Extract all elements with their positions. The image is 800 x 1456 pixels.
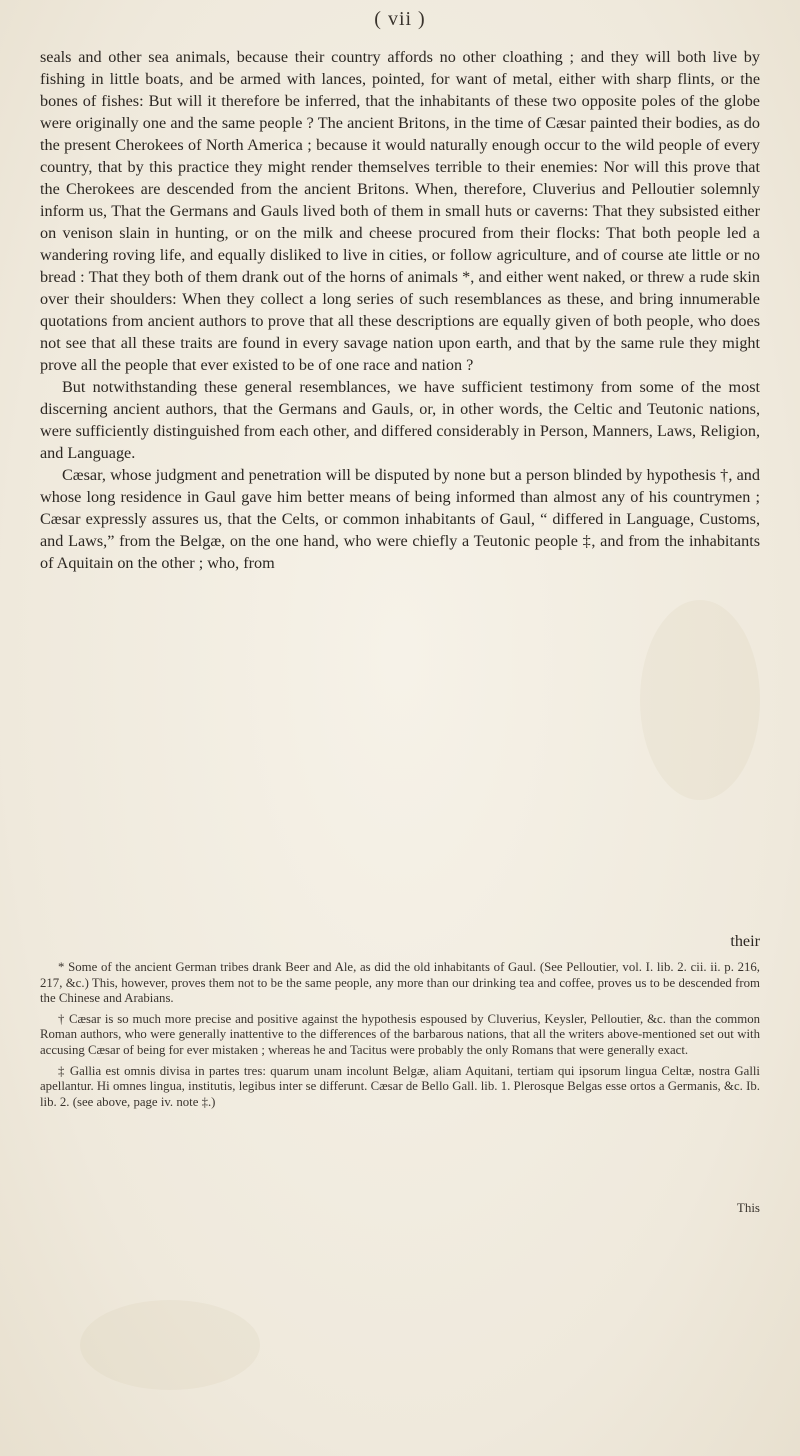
paragraph: seals and other sea animals, because their country affords no other cloathing ; and they will both live by fishing in little boats, and be armed with lances, pointed, for want of metal, either with sharp flints, or the bones of fishes: But will it therefore be inferred, that the inhabitants of these two opposite poles of the globe were originally one and the same people ? The ancient Britons, in the time of Cæsar painted their bodies, as do the present Cherokees of North America ; because it would naturally enough occur to the wild people of every country, that by this practice they might render themselves terrible to their enemies: Nor will this prove that the Cherokees are descended from the ancient Britons. When, therefore, Cluverius and Pelloutier solemnly inform us, That the Germans and Gauls lived both of them in small huts or caverns: That they subsisted either on venison slain in hunting, or on the milk and cheese procured from their flocks: That both people led a wandering roving life, and equally disliked to live in cities, or follow agriculture, and of course ate little or no bread : That they both of them drank out of the horns of animals *, and either went naked, or threw a rude skin over their shoulders: When they collect a long series of such resemblances as these, and bring innumerable quotations from ancient authors to prove that all these descriptions are equally given of both people, who does not see that all these traits are found in every savage nation upon earth, and that by the same rule they might prove all the people that ever existed to be of one race and nation ?	[40, 48, 760, 374]
paragraph: But notwithstanding these general resemblances, we have sufficient testimony from some of the most discerning ancient authors, that the Germans and Gauls, or, in other words, the Celtic and Teutonic nations, were sufficiently distinguished from each other, and differed considerably in Person, Manners, Laws, Religion, and Language.	[40, 378, 760, 462]
catchword-bottom: This	[736, 1200, 760, 1215]
paper-stain	[640, 600, 760, 800]
catchword: their	[730, 932, 760, 950]
footnote: * Some of the ancient German tribes drank Beer and Ale, as did the old inhabitants of Gaul. (See Pelloutier, vol. I. lib. 2. cii. ii. p. 216, 217, &c.) This, however, proves them not to be the same people, any more than our drinking tea and coffee, proves us to be descended from the Chinese and Arabians.	[40, 960, 760, 1006]
footnote: ‡ Gallia est omnis divisa in partes tres: quarum unam incolunt Belgæ, aliam Aquitani, tertiam qui ipsorum lingua Celtæ, nostra Galli apellantur. Hi omnes lingua, institutis, legibus inter se differunt. Cæsar de Bello Gall. lib. 1. Plerosque Belgas esse ortos a Germanis, &c. Ib. lib. 2. (see above, page iv. note ‡.)	[40, 1063, 760, 1109]
footnotes	[40, 960, 760, 1115]
paper-stain	[80, 1300, 260, 1390]
page-number: ( vii )	[374, 8, 426, 30]
footnote: † Cæsar is so much more precise and positive against the hypothesis espoused by Cluverius, Keysler, Pelloutier, &c. than the common Roman authors, who were generally inattentive to the differences of the barbarous nations, that all the writers above-mentioned set out with accusing Cæsar of being for ever mistaken ; whereas he and Tacitus were probably the only Romans that were generally exact.	[40, 1011, 760, 1057]
paragraph: Cæsar, whose judgment and penetration will be disputed by none but a person blinded by hypothesis †, and whose long residence in Gaul gave him better means of being informed than almost any of his countrymen ; Cæsar expressly assures us, that the Celts, or common inhabitants of Gaul, “ differed in Language, Customs, and Laws,” from the Belgæ, on the one hand, who were chiefly a Teutonic people ‡, and from the inhabitants of Aquitain on the other ; who, from	[40, 466, 760, 572]
main-text	[40, 46, 760, 574]
